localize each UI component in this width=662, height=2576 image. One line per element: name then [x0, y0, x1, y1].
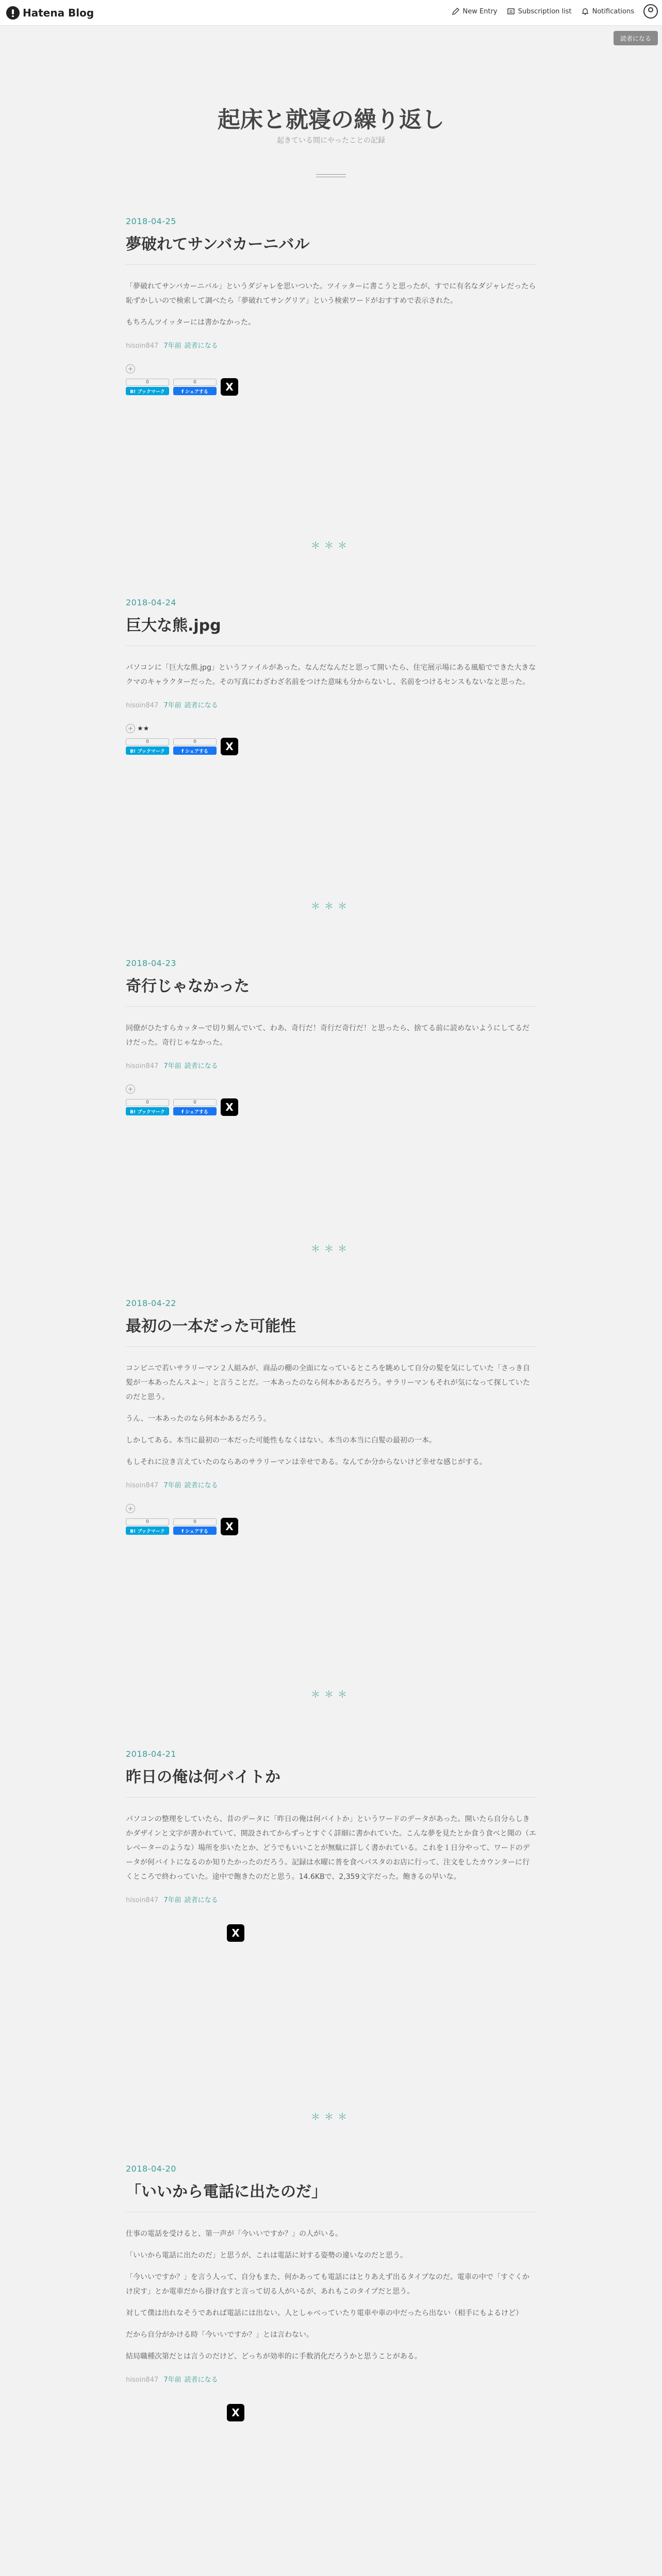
article-footer [126, 1480, 536, 1489]
hatena-bookmark-button[interactable] [126, 1518, 169, 1535]
article-title[interactable]: 奇行じゃなかった [126, 977, 250, 995]
header-divider [316, 174, 346, 177]
article-footer [126, 1894, 536, 1904]
notifications-label: Notifications [592, 7, 634, 15]
share-row [126, 379, 536, 395]
article-date[interactable]: 2018-04-23 [126, 958, 176, 968]
article-paragraph: コンビニで若いサラリーマン２人組みが、商品の棚の全面になっているところを眺めして自分の髪を気にしていた「さっき自髪が一本あったんスよ～」と言うことだ。一本あったのなら何本かあるだろう。サラリーマンもそれが気になって探していたのだと思う。 [126, 1364, 530, 1401]
article-paragraph: 「夢破れてサンバカーニバル」というダジャレを思いついた。ツイッターに書こうと思ったが、すでに有名なダジャレだったら恥ずかしいので検索して調べたら「夢破れてサングリア」という検索ワードがおすすめで表示された。 [126, 282, 536, 305]
article-footer [126, 340, 536, 350]
article-time-link[interactable]: 7年前 [163, 1482, 181, 1489]
hatena-bookmark-label: B! ブックマーク [126, 1107, 169, 1115]
article-date[interactable]: 2018-04-21 [126, 1749, 176, 1759]
article-paragraph: 仕事の電話を受けると、第一声が「今いいですか？」の人がいる。 [126, 2230, 342, 2238]
article-author[interactable]: hisoin847 [126, 2376, 159, 2384]
article-title[interactable]: 夢破れてサンバカーニバル [126, 235, 310, 253]
user-avatar-icon[interactable] [643, 4, 658, 19]
article-paragraph: 対して僕は出れなそうであれば電話には出ない。人としゃべっていたり電車や車の中だったら出ない（相手にもよるけど） [126, 2309, 523, 2317]
facebook-share-label: f シェアする [173, 1527, 217, 1535]
article-paragraph: 「今いいですか？」を言う人って、自分もまた、何かあっても電話にはとりあえず出るタイプなのだ。電車の中で「すぐくかけ戻す」とか電車だから掛け直すと言って切る人がいるが、あれもこのタイプだと思う。 [126, 2273, 529, 2296]
hatena-bookmark-button[interactable] [126, 738, 169, 755]
article-entry [126, 598, 536, 755]
logo-text: Hatena Blog [23, 7, 94, 19]
article-entry [126, 1298, 536, 1535]
star-row [126, 363, 536, 375]
share-row [126, 2404, 536, 2421]
article-time-link[interactable]: 7年前 [163, 1062, 181, 1070]
article-paragraph: 結局職種次第だとは言うのだけど、どっちが効率的に手数消化だろうかと思うことがある。 [126, 2352, 422, 2361]
add-star-icon[interactable]: + [126, 1504, 135, 1513]
article-body [126, 660, 536, 689]
subscription-list-label: Subscription list [518, 7, 572, 15]
share-row [126, 1925, 536, 1941]
title-divider [126, 1797, 536, 1798]
bookmark-count: 0 [126, 379, 169, 386]
add-star-icon[interactable]: + [126, 1084, 135, 1094]
x-share-button[interactable]: X [221, 1518, 238, 1535]
add-star-icon[interactable]: + [126, 724, 135, 733]
reader-link[interactable]: 読者になる [184, 2376, 218, 2384]
article-body [126, 1812, 536, 1884]
article-author[interactable]: hisoin847 [126, 1062, 159, 1070]
facebook-share-label: f シェアする [173, 747, 217, 755]
facebook-share-label: f シェアする [173, 387, 217, 395]
article-paragraph: パソコンの整理をしていたら、昔のデータに「昨日の俺は何バイトか」というワードのデータがあった。開いたら自分らしきかダザインと文字が書かれていて、開設されてからずっとすぐく詳細に書かれていた。こんな夢を見たとか食う食べと聞の（エレベーターのような）場所を歩いたとか、どうでもいいことが無駄に詳しく書かれている。これを１日分やって、ワードのデータが何バイトになるのか知りたかったのだろう。記録は水曜に普を食べパスタのお店に行って、注文をしたカウンターに行くところで終わっていた。途中で飽きたのだと思う。14.6KBで、2,359文字だった。飽きるの早いな。 [126, 1815, 536, 1881]
hatena-bookmark-label: B! ブックマーク [126, 387, 169, 395]
article-date[interactable]: 2018-04-24 [126, 598, 176, 607]
x-share-button[interactable]: X [221, 378, 238, 396]
star-row [126, 723, 536, 734]
article-title[interactable]: 昨日の俺は何バイトか [126, 1768, 280, 1786]
star-icons: ★★ [137, 724, 150, 733]
article-time-link[interactable]: 7年前 [163, 702, 181, 709]
hatena-logo-icon [6, 6, 20, 20]
bookmark-count: 0 [126, 1099, 169, 1106]
share-count: 0 [173, 738, 217, 745]
share-count: 0 [173, 1099, 217, 1106]
share-count: 0 [173, 379, 217, 386]
article-entry [126, 2164, 536, 2421]
article-paragraph: しかしてある。本当に最初の一本だった可能性もなくはない。本当の本当に白髪の最初の一本。 [126, 1436, 436, 1445]
article-title[interactable]: 最初の一本だった可能性 [126, 1317, 296, 1335]
article-body [126, 2227, 536, 2364]
subscription-list-button[interactable] [507, 7, 572, 15]
facebook-share-label: f シェアする [173, 1107, 217, 1115]
reader-link[interactable]: 読者になる [184, 1896, 218, 1904]
new-entry-label: New Entry [462, 7, 498, 15]
title-divider [126, 264, 536, 265]
article-paragraph: もちろんツイッターには書かなかった。 [126, 318, 256, 327]
add-star-icon[interactable]: + [126, 364, 135, 374]
article-paragraph: だから自分がかける時「今いいですか？」とは言わない。 [126, 2331, 313, 2339]
article-author[interactable]: hisoin847 [126, 342, 159, 350]
article-time-link[interactable]: 7年前 [163, 342, 181, 350]
list-icon [507, 7, 515, 15]
article-paragraph: もしそれに泣き言えていたのならあのサラリーマンは幸せである。なんてか分からないけど幸せな感じがする。 [126, 1458, 487, 1466]
article-title[interactable]: 巨大な熊.jpg [126, 617, 221, 635]
pencil-icon [452, 7, 460, 15]
bookmark-count: 0 [126, 738, 169, 745]
article-entry [126, 216, 536, 395]
article-footer [126, 2374, 536, 2384]
hatena-bookmark-label: B! ブックマーク [126, 1527, 169, 1535]
article-paragraph: 「いいから電話に出たのだ」と思うが、これは電話に対する姿勢の違いなのだと思う。 [126, 2251, 407, 2260]
reader-link[interactable]: 読者になる [184, 1482, 218, 1489]
article-date[interactable]: 2018-04-20 [126, 2164, 176, 2174]
reader-link[interactable]: 読者になる [184, 1062, 218, 1070]
hatena-bookmark-label: B! ブックマーク [126, 747, 169, 755]
share-row [126, 1099, 536, 1115]
reader-link[interactable]: 読者になる [184, 342, 218, 350]
facebook-share-button[interactable] [173, 1099, 217, 1115]
article-date[interactable]: 2018-04-25 [126, 216, 176, 226]
article-separator: ＊＊＊ [311, 1244, 351, 1255]
article-body [126, 1021, 536, 1050]
x-share-button[interactable]: X [227, 1924, 244, 1942]
hatena-blog-logo[interactable] [6, 6, 94, 20]
blog-title[interactable]: 起床と就寝の繰り返し [218, 107, 444, 133]
hatena-bookmark-button[interactable] [126, 1099, 169, 1115]
article-body [126, 1361, 536, 1469]
x-share-button[interactable]: X [221, 1098, 238, 1116]
article-date[interactable]: 2018-04-22 [126, 1298, 176, 1308]
new-entry-button[interactable] [452, 7, 498, 15]
article-paragraph: うん、一本あったのなら何本かあるだろう。 [126, 1415, 271, 1423]
star-row [126, 1083, 536, 1095]
bell-icon [581, 7, 589, 15]
article-separator: ＊＊＊ [311, 901, 351, 912]
x-share-button[interactable]: X [221, 738, 238, 755]
facebook-share-button[interactable] [173, 738, 217, 755]
share-count: 0 [173, 1518, 217, 1526]
article-author[interactable]: hisoin847 [126, 1896, 159, 1904]
global-header [0, 0, 662, 26]
article-separator: ＊＊＊ [311, 2112, 351, 2123]
share-row [126, 738, 536, 755]
article-title[interactable]: 「いいから電話に出たのだ」 [126, 2183, 327, 2201]
article-separator: ＊＊＊ [311, 540, 351, 551]
article-time-link[interactable]: 7年前 [163, 2376, 181, 2384]
hatena-bookmark-button[interactable] [126, 379, 169, 395]
title-divider [126, 1006, 536, 1007]
article-author[interactable]: hisoin847 [126, 1482, 159, 1489]
title-divider [126, 1346, 536, 1347]
notifications-button[interactable] [581, 7, 634, 15]
star-row [126, 1503, 536, 1514]
reader-link[interactable]: 読者になる [184, 702, 218, 709]
article-separator: ＊＊＊ [311, 1689, 351, 1700]
article-entry [126, 958, 536, 1115]
article-time-link[interactable]: 7年前 [163, 1896, 181, 1904]
bookmark-count: 0 [126, 1518, 169, 1526]
facebook-share-button[interactable] [173, 1518, 217, 1535]
facebook-share-button[interactable] [173, 379, 217, 395]
article-footer [126, 1060, 536, 1070]
blog-description: 起きている間にやったことの記録 [277, 137, 385, 145]
global-nav-menu [452, 4, 658, 19]
share-row [126, 1518, 536, 1535]
article-paragraph: 同僚がひたすらカッターで切り刻んでいて、わあ、奇行だ！奇行だ奇行だ！と思ったら、捨てる前に読めないようにしてるだけだった。奇行じゃなかった。 [126, 1024, 530, 1047]
article-body [126, 279, 536, 330]
article-entry [126, 1749, 536, 1941]
subscribe-reader-button[interactable]: 読者になる [614, 31, 658, 45]
x-share-button[interactable]: X [227, 2404, 244, 2421]
article-footer [126, 700, 536, 709]
article-author[interactable]: hisoin847 [126, 702, 159, 709]
article-paragraph: パソコンに「巨大な熊.jpg」というファイルがあった。なんだなんだと思って開いたら、住宅展示場にある風船でできた大きなクマのキャラクターだった。その写真にわざわざ名前をつけた意味も分からないし、名前をつけるセンスもないなと思った。 [126, 664, 536, 686]
